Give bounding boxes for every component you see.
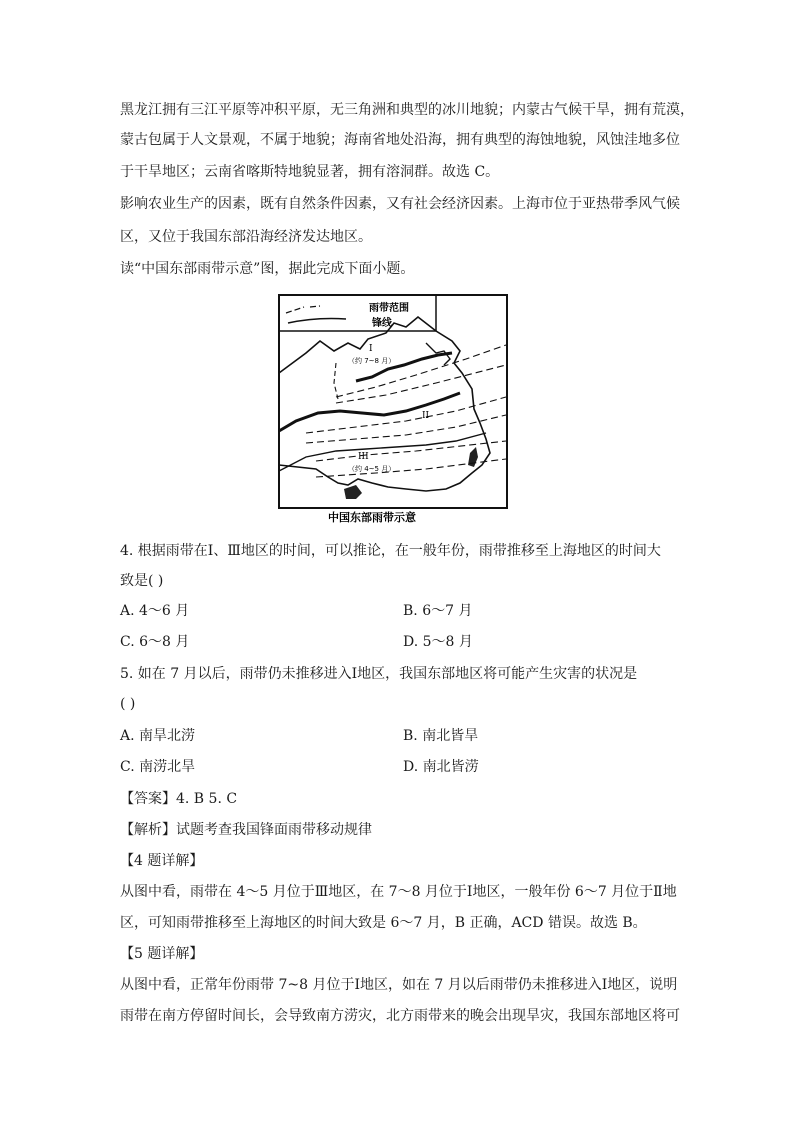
region-I-label: I [369, 344, 373, 354]
question-5-option-a: A. 南旱北涝 [120, 728, 196, 744]
detail-4-text: 区，可知雨带推移至上海地区的时间大致是 6～7 月，B 正确，ACD 错误。故选 B。 [120, 915, 647, 931]
answer-line: 【答案】4. B 5. C [120, 791, 238, 807]
question-4-option-a: A. 4～6 月 [120, 603, 190, 619]
region-III-label: III [358, 452, 369, 462]
question-5-option-c: C. 南涝北旱 [120, 759, 196, 775]
detail-4-text: 从图中看，雨带在 4～5 月位于Ⅲ地区，在 7～8 月位于Ⅰ地区，一般年份 6～7 月位于Ⅱ地 [120, 884, 677, 900]
analysis-line: 【解析】试题考查我国锋面雨带移动规律 [120, 822, 372, 838]
question-4-stem: 4. 根据雨带在Ⅰ、Ⅲ地区的时间，可以推论，在一般年份，雨带推移至上海地区的时间大 [120, 543, 661, 559]
legend-front-label: 锋线 [372, 318, 392, 329]
question-4-option-c: C. 6～8 月 [120, 634, 190, 650]
legend-rain-label: 雨带范围 [369, 303, 409, 314]
intro-line: 蒙古包属于人文景观，不属于地貌；海南省地处沿海，拥有典型的海蚀地貌，风蚀洼地多位 [120, 132, 680, 148]
intro-line: 于干旱地区；云南省喀斯特地貌显著，拥有溶洞群。故选 C。 [120, 164, 500, 180]
question-5-stem: ( ) [120, 696, 136, 712]
detail-5-text: 从图中看，正常年份雨带 7~8 月位于Ⅰ地区，如在 7 月以后雨带仍未推移进入Ⅰ地区，说明 [120, 977, 678, 993]
intro-line: 区，又位于我国东部沿海经济发达地区。 [120, 229, 372, 245]
intro-line: 黑龙江拥有三江平原等冲积平原，无三角洲和典型的冰川地貌；内蒙古气候干旱，拥有荒漠， [120, 102, 694, 118]
intro-line: 读“中国东部雨带示意”图，据此完成下面小题。 [120, 261, 415, 277]
question-4-option-b: B. 6～7 月 [403, 603, 473, 619]
region-I-time: （约 7~8 月） [348, 357, 396, 365]
question-5-option-b: B. 南北皆旱 [403, 728, 479, 744]
question-4-option-d: D. 5～8 月 [403, 634, 473, 650]
question-5-option-d: D. 南北皆涝 [403, 759, 479, 775]
detail-5-title: 【5 题详解】 [120, 946, 204, 962]
region-II-label: II [422, 411, 430, 421]
question-5-stem: 5. 如在 7 月以后，雨带仍未推移进入Ⅰ地区，我国东部地区将可能产生灾害的状况是 [120, 666, 638, 682]
intro-line: 影响农业生产的因素，既有自然条件因素，又有社会经济因素。上海市位于亚热带季风气候 [120, 196, 680, 212]
question-4-stem: 致是( ) [120, 573, 164, 589]
rain-belt-map [276, 293, 511, 525]
detail-5-text: 雨带在南方停留时间长，会导致南方涝灾，北方雨带来的晚会出现旱灾，我国东部地区将可 [120, 1008, 680, 1024]
region-III-time: （约 4~5 月） [348, 465, 396, 473]
figure-caption: 中国东部雨带示意 [328, 511, 416, 524]
detail-4-title: 【4 题详解】 [120, 853, 204, 869]
